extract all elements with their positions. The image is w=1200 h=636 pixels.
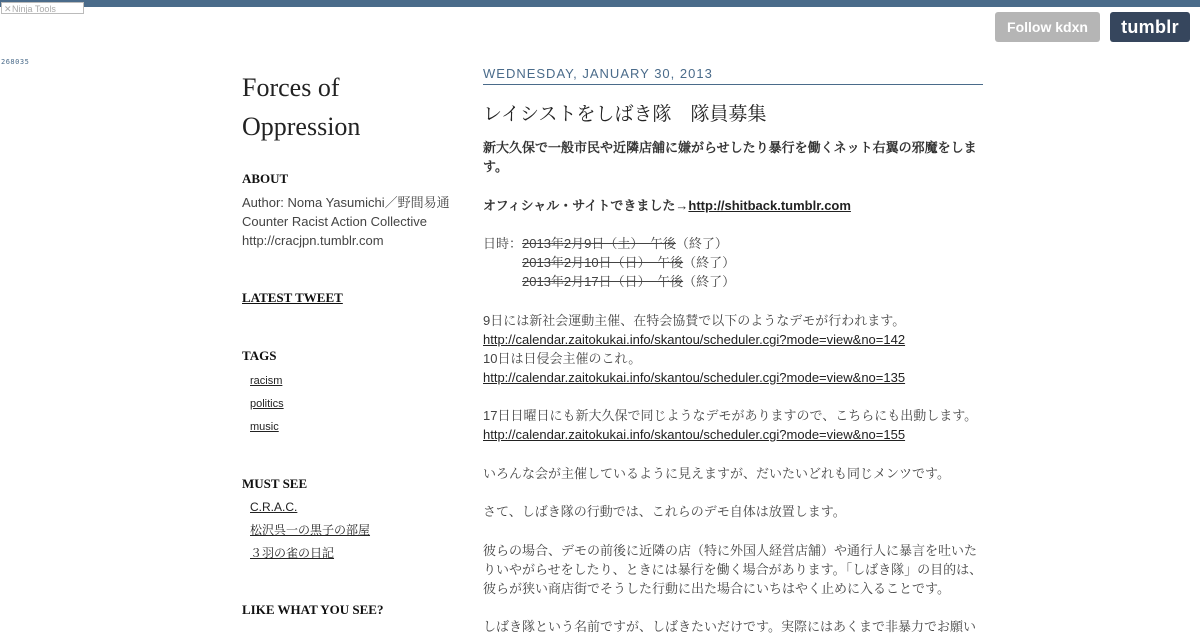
ninja-tools-badge[interactable]	[1, 2, 84, 14]
schedule-row	[483, 253, 983, 272]
about-line: Counter Racist Action Collective	[242, 214, 427, 229]
post	[483, 66, 983, 634]
list-item	[250, 542, 462, 565]
list-item	[250, 370, 462, 393]
visit-counter: 268035	[1, 58, 30, 66]
tag-list	[242, 370, 462, 439]
schedule-row	[483, 234, 983, 253]
schedule-status: （終了）	[675, 236, 728, 251]
schedule-status: （終了）	[683, 255, 736, 270]
sidebar	[242, 68, 462, 618]
latest-tweet-section	[242, 290, 462, 306]
tags-heading: TAGS	[242, 348, 277, 363]
blog-title-line-2: Oppression	[242, 112, 361, 141]
must-see-link[interactable]: 松沢呉一の黒子の部屋	[250, 523, 371, 537]
list-item	[250, 393, 462, 416]
blog-title[interactable]	[242, 68, 462, 146]
must-see-link[interactable]: C.R.A.C.	[250, 500, 298, 514]
must-see-link[interactable]: ３羽の雀の日記	[250, 546, 335, 560]
post-paragraph: 9日には新社会運動主催、在特会協賛で以下のようなデモが行われます。	[483, 313, 906, 328]
demo-info-block-2	[483, 406, 983, 444]
post-paragraph: しばき隊という名前ですが、しばきたいだけです。実際にはあくまで非暴力でお願い	[483, 619, 976, 634]
post-paragraph: さて、しばき隊の行動では、これらのデモ自体は放置します。	[483, 504, 846, 519]
post-title[interactable]: レイシストをしばき隊 隊員募集	[483, 104, 767, 125]
post-paragraph: 17日日曜日にも新大久保で同じようなデモがありますので、こちらにも出動します。	[483, 408, 978, 423]
post-paragraph: いろんな会が主催しているように見えますが、だいたいどれも同じメンツです。	[483, 466, 950, 481]
top-bar	[0, 0, 1200, 7]
demo-link-135[interactable]: http://calendar.zaitokukai.info/skantou/scheduler.cgi?mode=view&no=135	[483, 370, 906, 385]
schedule-date: 2013年2月10日（日） 午後	[522, 255, 684, 270]
like-heading: LIKE WHAT YOU SEE?	[242, 602, 384, 617]
official-site-link[interactable]: http://shitback.tumblr.com	[688, 198, 851, 213]
tag-link-politics[interactable]: politics	[250, 398, 284, 410]
ninja-icon: ✕	[4, 4, 12, 14]
list-item	[250, 416, 462, 439]
tumblr-logo-button[interactable]: tumblr	[1110, 12, 1190, 42]
schedule-label: 日時：	[483, 236, 523, 251]
official-site-prefix: オフィシャル・サイトできました→	[483, 198, 689, 213]
list-item	[250, 519, 462, 542]
about-section	[242, 171, 462, 250]
schedule-date: 2013年2月17日（日） 午後	[522, 274, 684, 289]
demo-link-155[interactable]: http://calendar.zaitokukai.info/skantou/scheduler.cgi?mode=view&no=155	[483, 427, 906, 442]
must-see-heading: MUST SEE	[242, 476, 308, 491]
must-see-section	[242, 476, 462, 565]
schedule	[483, 234, 983, 291]
post-paragraph: 彼らの場合、デモの前後に近隣の店（特に外国人経営店舗）や通行人に暴言を吐いたりいやがらせをしたり、ときには暴行を働く場合があります。「しばき隊」の目的は、彼らが狭い商店街でそうした行動に出た場合にいちはやく止めに入ることです。	[483, 543, 983, 596]
about-heading: ABOUT	[242, 171, 289, 186]
like-section	[242, 602, 462, 618]
post-lead: 新大久保で一般市民や近隣店舗に嫌がらせしたり暴行を働くネット右翼の邪魔をします。	[483, 140, 977, 174]
latest-tweet-heading[interactable]: LATEST TWEET	[242, 290, 343, 305]
about-line: Author: Noma Yasumichi／野間易通	[242, 195, 450, 210]
must-see-list	[242, 496, 462, 565]
about-line: http://cracjpn.tumblr.com	[242, 233, 384, 248]
schedule-status: （終了）	[683, 274, 736, 289]
tags-section	[242, 348, 462, 439]
tag-link-music[interactable]: music	[250, 421, 279, 433]
schedule-row	[483, 272, 983, 291]
ninja-tools-label: Ninja Tools	[12, 4, 56, 14]
tag-link-racism[interactable]: racism	[250, 375, 283, 387]
about-text	[242, 193, 462, 250]
post-date: WEDNESDAY, JANUARY 30, 2013	[483, 66, 983, 85]
demo-link-142[interactable]: http://calendar.zaitokukai.info/skantou/scheduler.cgi?mode=view&no=142	[483, 332, 906, 347]
official-site-line	[483, 196, 983, 215]
post-paragraph: 10日は日侵会主催のこれ。	[483, 351, 642, 366]
follow-button[interactable]: Follow kdxn	[995, 12, 1100, 42]
list-item	[250, 496, 462, 519]
blog-title-line-1: Forces of	[242, 73, 340, 102]
demo-info-block	[483, 311, 983, 387]
schedule-date: 2013年2月9日（土） 午後	[522, 236, 676, 251]
